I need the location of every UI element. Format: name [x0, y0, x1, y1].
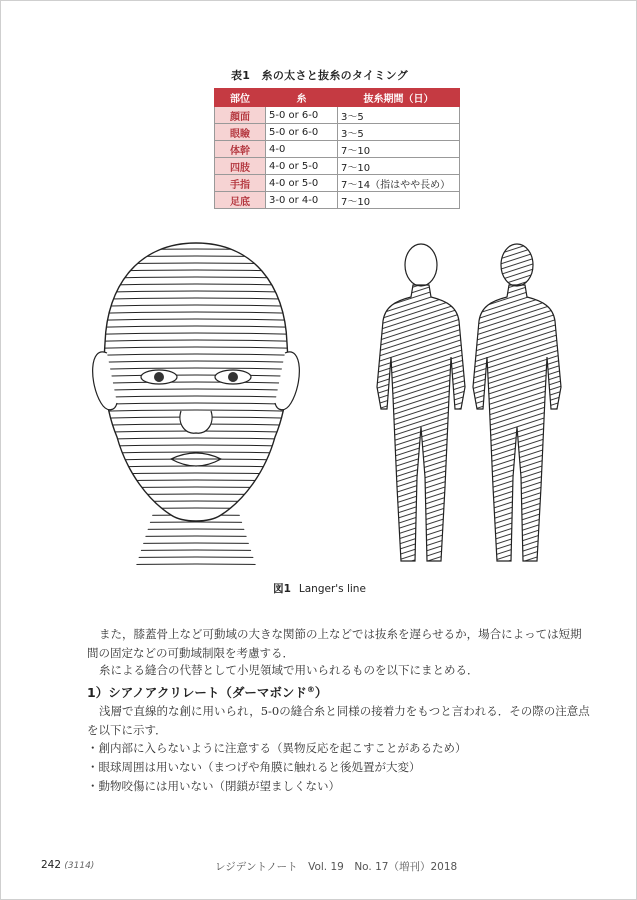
col-header-thread: 糸: [266, 89, 338, 107]
cell-thread: 3-0 or 4-0: [266, 192, 338, 209]
cell-thread: 4-0: [266, 141, 338, 158]
bullet-item: ・眼球周囲は用いない（まつげや角膜に触れると後処置が大変）: [87, 760, 421, 774]
section-title: 1）シアノアクリレート（ダーマボンド: [87, 685, 307, 700]
table-title: 表1 糸の太さと抜糸のタイミング: [230, 69, 408, 82]
bullet-item: ・動物咬傷には用いない（閉鎖が望ましくない）: [87, 779, 340, 793]
cell-area: 眼瞼: [215, 124, 266, 141]
table-header-row: [215, 89, 460, 107]
front-head: [405, 244, 437, 286]
cell-area: 体幹: [215, 141, 266, 158]
cell-period: 7～14（指はやや長め）: [338, 175, 460, 192]
footer-journal: レジデントノート Vol. 19 No. 17（増刊）2018: [215, 861, 458, 873]
cell-period: 7～10: [338, 158, 460, 175]
cell-thread: 4-0 or 5-0: [266, 158, 338, 175]
section-heading: [87, 683, 327, 701]
page-sub-number: (3114): [64, 861, 95, 871]
back-head: [501, 244, 533, 286]
cell-area: 顔面: [215, 107, 266, 124]
cell-thread: 5-0 or 6-0: [266, 107, 338, 124]
cell-thread: 4-0 or 5-0: [266, 175, 338, 192]
table-row: [215, 192, 460, 209]
front-body: [377, 285, 465, 561]
table-row: [215, 107, 460, 124]
cell-area: 手指: [215, 175, 266, 192]
col-header-area: 部位: [215, 89, 266, 107]
section-title-close: ）: [314, 685, 328, 700]
page-number: 242: [41, 859, 62, 871]
face-langer-lines-illustration: [87, 233, 305, 569]
footer-page: [41, 859, 94, 871]
figure-caption-text: Langer's line: [298, 583, 366, 595]
paragraph: また，膝蓋骨上など可動域の大きな関節の上などでは抜糸を遅らせるか，場合によっては短期間の固定などの可動域制限を考慮する．: [87, 627, 582, 660]
bullet-item: ・創内部に入らないように注意する（異物反応を起こすことがあるため）: [87, 741, 467, 755]
cell-thread: 5-0 or 6-0: [266, 124, 338, 141]
table-row: [215, 158, 460, 175]
suture-timing-table: [214, 88, 460, 209]
cell-period: 7～10: [338, 192, 460, 209]
table-row: [215, 124, 460, 141]
body-langer-lines-illustration: [365, 237, 573, 571]
figure-caption: [1, 581, 637, 596]
registered-mark: ®: [306, 684, 315, 694]
table-row: [215, 175, 460, 192]
back-body: [473, 285, 561, 561]
section-intro: 浅層で直線的な創に用いられ，5-0の縫合糸と同様の接着力をもつと言われる．その際の注意点を以下に示す．: [87, 704, 590, 737]
cell-period: 3～5: [338, 124, 460, 141]
figure-label: 図1: [273, 583, 291, 595]
cell-area: 足底: [215, 192, 266, 209]
cell-period: 3～5: [338, 107, 460, 124]
cell-period: 7～10: [338, 141, 460, 158]
cell-area: 四肢: [215, 158, 266, 175]
table-row: [215, 141, 460, 158]
col-header-period: 抜糸期間（日）: [338, 89, 460, 107]
paragraph: 糸による縫合の代替として小児領域で用いられるものを以下にまとめる．: [99, 663, 479, 677]
